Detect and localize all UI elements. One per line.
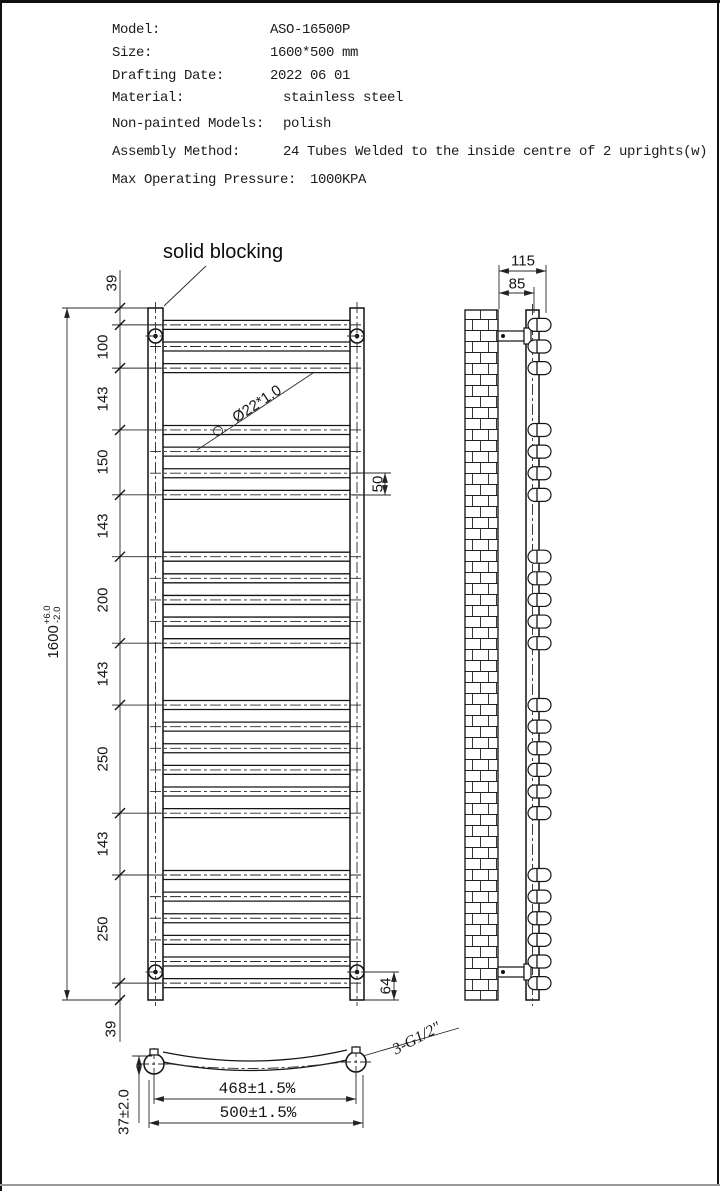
dim-150: 150 [94, 449, 112, 475]
solid-blocking-label: solid blocking [163, 241, 284, 263]
spec-value: polish [283, 116, 332, 132]
dim-143-d: 143 [94, 831, 112, 857]
spec-label: Size: [112, 45, 153, 61]
dim-tube-gap-50: 50 [369, 475, 387, 493]
dim-overall-tol-minus: -2.0 [52, 606, 63, 624]
dim-depth-115: 115 [511, 252, 535, 270]
spec-value: 2022 06 01 [270, 68, 351, 84]
dim-curve-37: 37±2.0 [115, 1089, 133, 1135]
tube-diameter-label: Ø22*1.0 [229, 381, 285, 427]
spec-value: ASO-16500P [270, 22, 351, 38]
dim-143-a: 143 [94, 386, 112, 412]
dim-overall-value: 1600 [44, 625, 62, 659]
dim-200: 200 [94, 587, 112, 613]
spec-value: 24 Tubes Welded to the inside centre of 2 uprights(w) [283, 144, 708, 160]
dim-143-b: 143 [94, 513, 112, 539]
dim-39-bottom: 39 [102, 1020, 120, 1038]
dim-overall-height [43, 605, 63, 658]
dim-143-c: 143 [94, 661, 112, 687]
dim-250-b: 250 [94, 916, 112, 942]
spec-value: 1000KPA [310, 172, 367, 188]
dim-overall-tol-plus: +6.0 [42, 605, 53, 625]
dim-100: 100 [94, 334, 112, 360]
dim-centres-468: 468±1.5% [218, 1080, 296, 1098]
spec-value: 1600*500 mm [270, 45, 359, 61]
spec-value: stainless steel [283, 90, 404, 106]
spec-label: Max Operating Pressure: [112, 172, 297, 188]
thread-size-label: 3-G1/2" [389, 1018, 444, 1059]
spec-label: Non-painted Models: [112, 116, 265, 132]
spec-label: Model: [112, 22, 161, 38]
spec-label: Material: [112, 90, 185, 106]
spec-label: Drafting Date: [112, 68, 225, 84]
dim-bracket-offset-64: 64 [377, 977, 395, 995]
dim-250-a: 250 [94, 746, 112, 772]
dim-39-top: 39 [103, 274, 121, 292]
dim-bracket-85: 85 [508, 275, 526, 293]
spec-label: Assembly Method: [112, 144, 241, 160]
dim-overall-500: 500±1.5% [219, 1104, 297, 1122]
